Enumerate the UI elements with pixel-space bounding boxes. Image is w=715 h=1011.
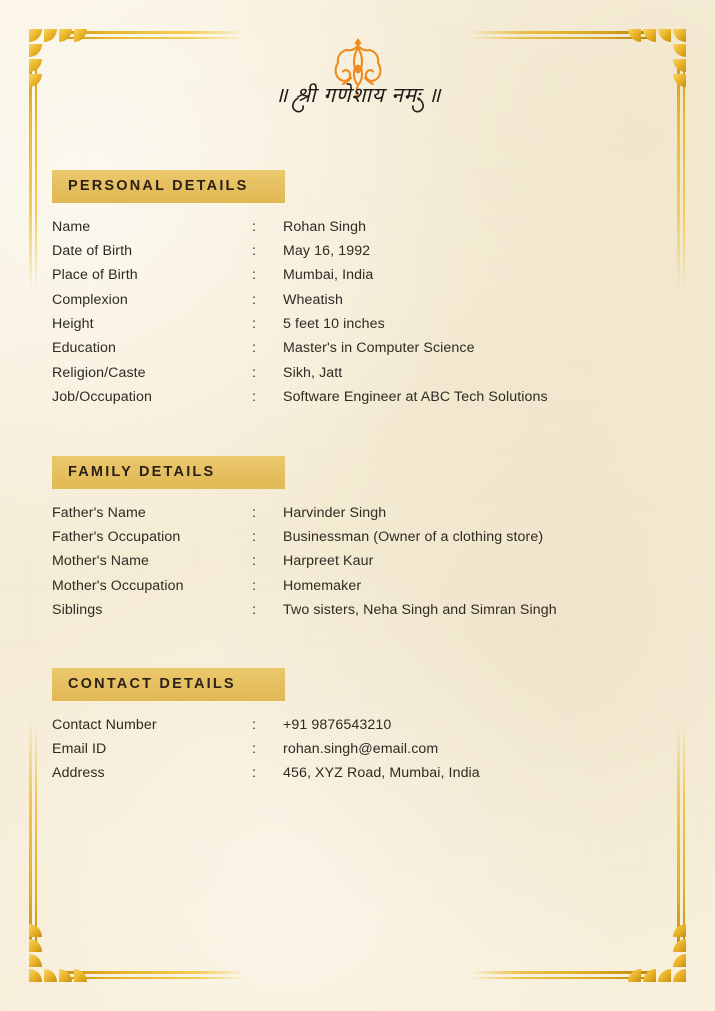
detail-value: May 16, 1992 bbox=[283, 242, 371, 259]
detail-value: Harvinder Singh bbox=[283, 504, 387, 521]
detail-value: Master's in Computer Science bbox=[283, 340, 475, 357]
detail-value: Software Engineer at ABC Tech Solutions bbox=[283, 389, 548, 406]
detail-row bbox=[52, 243, 548, 267]
detail-label: Mother's Occupation bbox=[52, 577, 184, 594]
svg-text:॥ श्री गणेशाय नमः ॥: ॥ श्री गणेशाय नमः ॥ bbox=[274, 83, 441, 107]
detail-label: Father's Name bbox=[52, 504, 146, 521]
detail-row bbox=[52, 765, 480, 789]
section-header-contact bbox=[52, 668, 285, 701]
corner-ornament-bottom-right bbox=[626, 922, 686, 982]
detail-separator: : bbox=[252, 528, 256, 545]
detail-separator: : bbox=[252, 577, 256, 594]
corner-ornament-bottom-left bbox=[29, 922, 89, 982]
detail-label: Date of Birth bbox=[52, 242, 133, 259]
detail-rows-personal bbox=[52, 219, 548, 414]
detail-value: 5 feet 10 inches bbox=[283, 316, 385, 333]
section-personal-details bbox=[52, 170, 548, 414]
detail-row bbox=[52, 505, 557, 529]
shri-ganeshaya-namah-logo bbox=[258, 34, 458, 116]
detail-separator: : bbox=[252, 716, 256, 733]
detail-separator: : bbox=[252, 765, 256, 782]
detail-value: Sikh, Jatt bbox=[283, 364, 343, 381]
detail-row bbox=[52, 389, 548, 413]
detail-row bbox=[52, 292, 548, 316]
detail-value: Mumbai, India bbox=[283, 267, 374, 284]
section-title: PERSONAL DETAILS bbox=[68, 178, 249, 194]
detail-separator: : bbox=[252, 504, 256, 521]
detail-label: Job/Occupation bbox=[52, 389, 152, 406]
detail-label: Contact Number bbox=[52, 716, 157, 733]
detail-row bbox=[52, 717, 480, 741]
detail-separator: : bbox=[252, 740, 256, 757]
detail-label: Name bbox=[52, 218, 91, 235]
detail-value: Homemaker bbox=[283, 577, 362, 594]
detail-separator: : bbox=[252, 316, 256, 333]
detail-value: rohan.singh@email.com bbox=[283, 740, 439, 757]
detail-row bbox=[52, 267, 548, 291]
section-family-details bbox=[52, 456, 557, 626]
section-header-family bbox=[52, 456, 285, 489]
detail-label: Father's Occupation bbox=[52, 528, 181, 545]
detail-row bbox=[52, 219, 548, 243]
detail-label: Place of Birth bbox=[52, 267, 138, 284]
detail-row bbox=[52, 529, 557, 553]
detail-label: Height bbox=[52, 316, 94, 333]
detail-label: Email ID bbox=[52, 740, 107, 757]
detail-row bbox=[52, 340, 548, 364]
detail-separator: : bbox=[252, 267, 256, 284]
detail-label: Religion/Caste bbox=[52, 364, 146, 381]
detail-label: Education bbox=[52, 340, 117, 357]
detail-row bbox=[52, 316, 548, 340]
detail-row bbox=[52, 365, 548, 389]
border-rule-left-bottom bbox=[29, 720, 38, 945]
detail-label: Address bbox=[52, 765, 105, 782]
detail-separator: : bbox=[252, 364, 256, 381]
section-header-personal bbox=[52, 170, 285, 203]
detail-value: Wheatish bbox=[283, 291, 343, 308]
detail-value: Rohan Singh bbox=[283, 218, 367, 235]
section-title: FAMILY DETAILS bbox=[68, 464, 216, 480]
detail-value: Harpreet Kaur bbox=[283, 553, 374, 570]
detail-label: Siblings bbox=[52, 602, 103, 619]
detail-separator: : bbox=[252, 602, 256, 619]
detail-separator: : bbox=[252, 389, 256, 406]
border-rule-bottom-right bbox=[469, 971, 649, 980]
detail-row bbox=[52, 602, 557, 626]
invocation-logo bbox=[0, 34, 715, 116]
border-rule-right-bottom bbox=[677, 720, 686, 945]
detail-separator: : bbox=[252, 218, 256, 235]
detail-row bbox=[52, 741, 480, 765]
detail-separator: : bbox=[252, 553, 256, 570]
detail-separator: : bbox=[252, 242, 256, 259]
detail-label: Complexion bbox=[52, 291, 128, 308]
detail-rows-contact bbox=[52, 717, 480, 790]
detail-row bbox=[52, 578, 557, 602]
detail-value: Businessman (Owner of a clothing store) bbox=[283, 528, 544, 545]
border-rule-bottom-left bbox=[66, 971, 246, 980]
detail-label: Mother's Name bbox=[52, 553, 150, 570]
section-title: CONTACT DETAILS bbox=[68, 676, 236, 692]
detail-value: 456, XYZ Road, Mumbai, India bbox=[283, 765, 480, 782]
section-contact-details bbox=[52, 668, 480, 790]
detail-row bbox=[52, 553, 557, 577]
detail-separator: : bbox=[252, 340, 256, 357]
devanagari-calligraphy bbox=[274, 83, 441, 107]
detail-separator: : bbox=[252, 291, 256, 308]
detail-value: +91 9876543210 bbox=[283, 716, 392, 733]
detail-value: Two sisters, Neha Singh and Simran Singh bbox=[283, 602, 557, 619]
detail-rows-family bbox=[52, 505, 557, 627]
